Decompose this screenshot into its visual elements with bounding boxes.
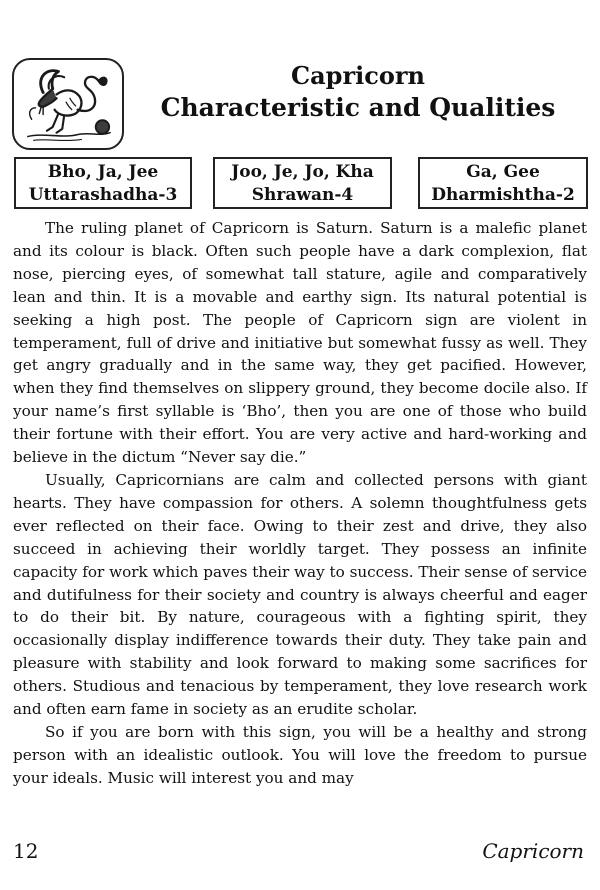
body-text — [13, 217, 587, 790]
page-number: 12 — [13, 839, 39, 863]
nakshatra-box-uttarashadha — [14, 157, 192, 209]
paragraph: The ruling planet of Capricorn is Saturn. Saturn is a malefic planet and its colour is black. Often such people have a dark complexion, flat nose, piercing eyes, of somewhat tall stature, agile and comparatively lean and thin. It is a movable and earthy sign. Its natural potential is seeking a high post. The people of Capricorn sign are violent in temperament, full of drive and initiative but somewhat fussy as well. They get angry gradually and in the same way, they get pacified. However, when they find themselves on slippery ground, they become docile also. If your name’s first syllable is ‘Bho’, then you are one of those who build their fortune with their effort. You are very active and hard-working and believe in the dictum “Never say die.” — [13, 219, 587, 467]
nakshatra-box-shrawan — [213, 157, 392, 209]
nakshatra-box-dharmishtha — [418, 157, 588, 209]
nakshatra-name: Dharmishtha-2 — [431, 185, 575, 205]
paragraph: So if you are born with this sign, you will be a healthy and strong person with an idealistic outlook. You will love the freedom to pursue your ideals. Music will interest you and may — [13, 722, 587, 787]
nakshatra-syllables: Joo, Je, Jo, Kha — [231, 162, 374, 182]
nakshatra-syllables: Ga, Gee — [466, 162, 540, 182]
capricorn-sea-goat-icon — [14, 60, 122, 148]
nakshatra-name: Shrawan-4 — [251, 185, 354, 205]
page-subtitle: Characteristic and Qualities — [160, 93, 556, 122]
nakshatra-syllables: Bho, Ja, Jee — [47, 162, 159, 182]
running-title: Capricorn — [482, 839, 584, 863]
page-title: Capricorn — [291, 61, 425, 90]
capricorn-logo-frame — [12, 58, 124, 150]
paragraph: Usually, Capricornians are calm and collected persons with giant hearts. They have compassion for others. A solemn thoughtfulness gets ever reflected on their face. Owing to their zest and drive, they also succeed in achieving their worldly target. They possess an infinite capacity for work which paves their way to success. Their sense of service and dutifulness for their society and country is always cheerful and eager to do their bit. By nature, courageous with a fighting spirit, they occasionally display indifference towards their duty. They take pain and pleasure with stability and look forward to making some sacrifices for others. Studious and tenacious by temperament, they love research work and often earn fame in society as an erudite scholar. — [13, 470, 587, 719]
nakshatra-name: Uttarashadha-3 — [28, 185, 178, 205]
